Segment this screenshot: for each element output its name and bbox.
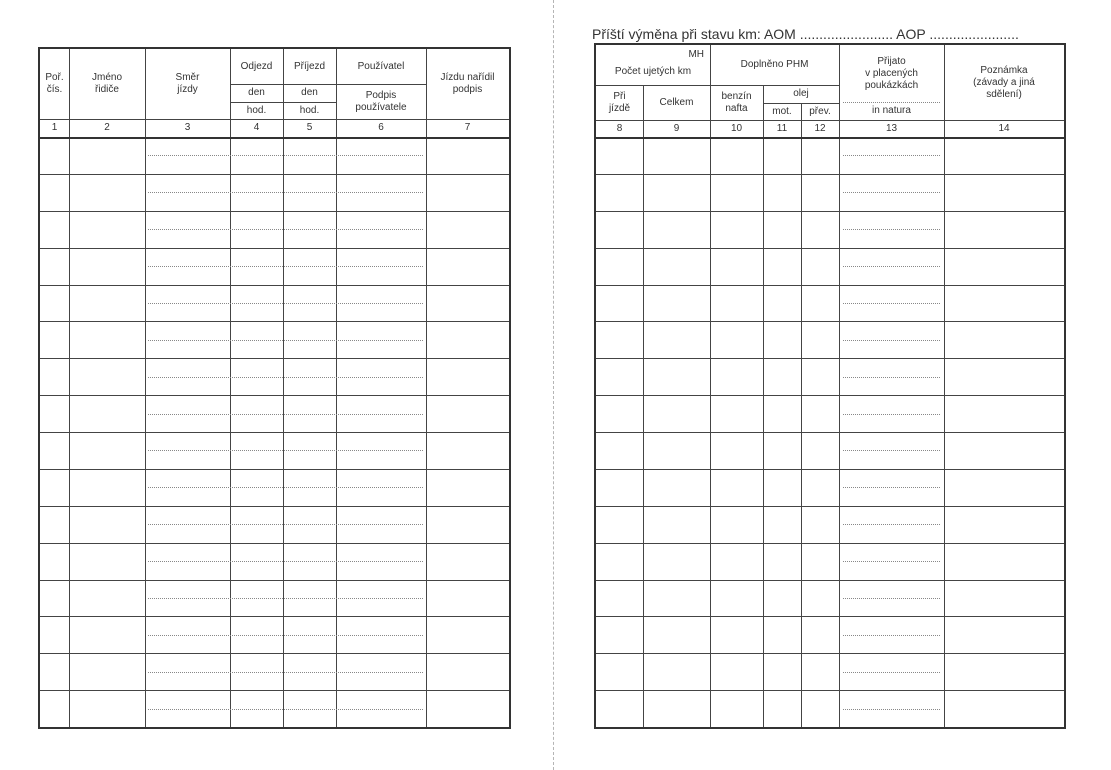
dotted-guide-line — [843, 192, 940, 193]
row-divider — [596, 248, 1064, 249]
row-divider — [40, 211, 509, 212]
column-number-9: 9 — [673, 122, 680, 134]
dotted-guide-line — [843, 414, 940, 415]
row-divider — [596, 211, 1064, 212]
column-number-11: 11 — [776, 122, 788, 134]
dotted-guide-line — [148, 598, 423, 599]
row-divider — [40, 506, 509, 507]
header-pri-jizde: Při jízdě — [608, 90, 631, 114]
column-number-13: 13 — [885, 122, 898, 134]
column-number-8: 8 — [616, 122, 623, 134]
dotted-guide-line — [843, 303, 940, 304]
row-divider — [40, 432, 509, 433]
column-divider — [145, 49, 146, 727]
row-divider — [40, 174, 509, 175]
header-jmeno-ridice: Jméno řidiče — [91, 72, 122, 95]
dotted-guide-line — [843, 266, 940, 267]
row-divider — [596, 358, 1064, 359]
column-divider — [283, 49, 284, 727]
header-uzivatel: Používatel — [357, 60, 405, 72]
header-por-cis: Poř. čís. — [45, 72, 64, 95]
dotted-guide-line — [148, 561, 423, 562]
dotted-guide-line — [843, 340, 940, 341]
header-celkem: Celkem — [659, 96, 694, 108]
header-prev: přev. — [809, 105, 831, 117]
row-divider — [40, 358, 509, 359]
dotted-guide-line — [843, 709, 940, 710]
dotted-guide-line — [843, 487, 940, 488]
header-doplneno-phm: Doplněno PHM — [740, 59, 809, 70]
row-divider — [40, 616, 509, 617]
dotted-guide-line — [843, 672, 940, 673]
column-divider — [763, 85, 764, 727]
row-divider — [596, 432, 1064, 433]
row-divider — [40, 653, 509, 654]
dotted-guide-line — [148, 672, 423, 673]
column-number-14: 14 — [998, 122, 1010, 134]
column-number-4: 4 — [253, 122, 260, 133]
dotted-guide-line — [148, 487, 423, 488]
dotted-guide-line — [148, 340, 423, 341]
row-divider — [596, 321, 1064, 322]
row-divider — [40, 543, 509, 544]
column-number-5: 5 — [306, 122, 313, 133]
header-hod-odjezd: hod. — [246, 104, 267, 116]
dotted-guide-line — [843, 229, 940, 230]
dotted-guide-line — [843, 598, 940, 599]
column-divider — [426, 49, 427, 727]
column-divider — [336, 49, 337, 727]
row-divider — [596, 506, 1064, 507]
column-divider — [839, 45, 840, 727]
dotted-guide-line — [843, 377, 940, 378]
column-number-1: 1 — [51, 122, 58, 133]
row-divider — [596, 616, 1064, 617]
row-divider — [596, 285, 1064, 286]
row-divider — [40, 321, 509, 322]
dotted-guide-line — [148, 192, 423, 193]
header-smer-jizdy: Směr jízdy — [175, 72, 200, 95]
dotted-guide-line — [148, 266, 423, 267]
column-number-6: 6 — [378, 122, 384, 133]
row-divider — [596, 690, 1064, 691]
row-divider — [40, 248, 509, 249]
row-divider — [596, 137, 1064, 139]
header-hod-prijezd: hod. — [299, 104, 320, 116]
header-pocet-ujetych-km: Počet ujetých km — [614, 66, 692, 77]
column-divider — [643, 85, 644, 727]
dotted-guide-line — [843, 635, 940, 636]
column-number-7: 7 — [464, 122, 471, 133]
column-divider — [710, 45, 711, 727]
row-divider — [596, 653, 1064, 654]
dotted-guide-line — [843, 155, 940, 156]
column-number-3: 3 — [184, 122, 191, 133]
column-divider — [944, 45, 945, 727]
column-divider — [230, 49, 231, 727]
dotted-guide-line — [148, 303, 423, 304]
left-logbook-table — [38, 47, 511, 729]
row-divider — [40, 395, 509, 396]
header-den-odjezd: den — [248, 87, 265, 98]
header-mot: mot. — [772, 105, 792, 117]
row-divider — [40, 285, 509, 286]
dotted-guide-line — [148, 229, 423, 230]
header-poznamka: Poznámka (závady a jiná sdělení) — [973, 64, 1035, 100]
header-podpis-uzivatele: Podpis používatele — [355, 89, 407, 113]
right-logbook-table — [594, 43, 1066, 729]
dotted-guide-line — [843, 524, 940, 525]
page-fold-line — [553, 0, 554, 770]
dotted-guide-line — [148, 635, 423, 636]
column-number-12: 12 — [814, 122, 826, 134]
header-prijezd: Příjezd — [293, 60, 326, 72]
row-divider — [596, 174, 1064, 175]
dotted-guide-line — [843, 450, 940, 451]
dotted-guide-line — [148, 450, 423, 451]
dotted-guide-line — [148, 709, 423, 710]
row-divider — [596, 543, 1064, 544]
header-benzin-nafta: benzín nafta — [721, 90, 752, 114]
row-divider — [596, 469, 1064, 470]
row-divider — [596, 580, 1064, 581]
header-in-natura: in natura — [872, 105, 911, 116]
header-prijato: Přijato v placených poukázkách — [864, 55, 919, 91]
column-number-2: 2 — [104, 122, 110, 133]
column-number-10: 10 — [730, 122, 743, 134]
header-olej: olej — [793, 88, 809, 99]
dotted-guide-line — [148, 524, 423, 525]
next-exchange-title: Příští výměna při stavu km: AOM ........................ AOP ....................... — [592, 26, 1019, 42]
row-divider — [596, 395, 1064, 396]
column-divider — [801, 103, 802, 727]
dotted-guide-line — [148, 155, 423, 156]
dotted-guide-line — [148, 377, 423, 378]
header-jizdu-naridil: Jízdu nařídil podpis — [440, 72, 495, 95]
header-den-prijezd: den — [301, 87, 318, 98]
dotted-guide-line — [843, 561, 940, 562]
row-divider — [40, 469, 509, 470]
row-divider — [40, 137, 509, 139]
column-divider — [69, 49, 70, 727]
row-divider — [40, 690, 509, 691]
row-divider — [40, 580, 509, 581]
header-mh: MH — [688, 49, 704, 60]
header-odjezd: Odjezd — [240, 60, 273, 72]
dotted-guide-line — [148, 414, 423, 415]
